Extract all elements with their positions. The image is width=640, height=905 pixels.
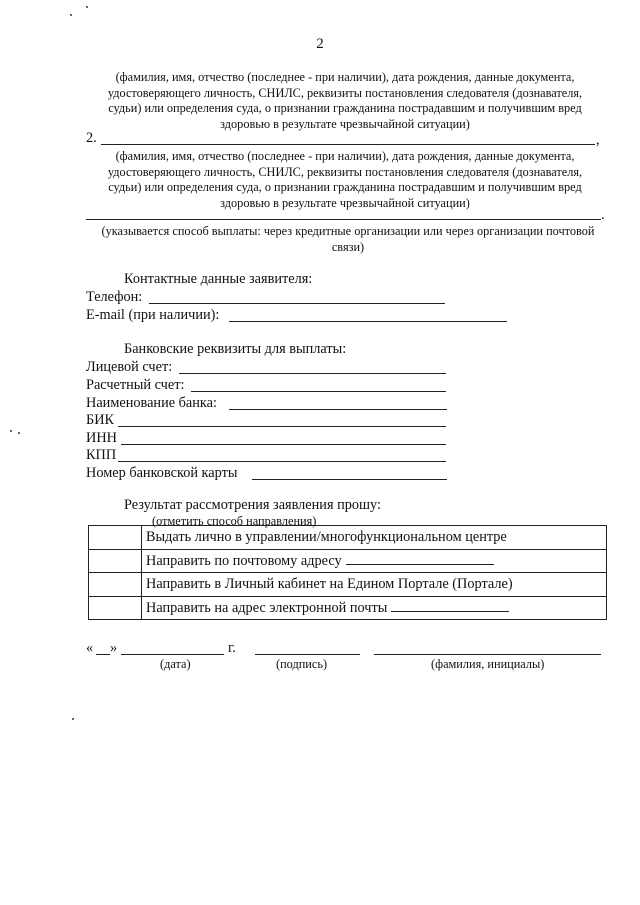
date-caption: (дата) — [160, 657, 191, 671]
option-label: Выдать лично в управлении/многофункциональном центре — [142, 526, 607, 550]
scan-speck — [70, 14, 72, 16]
applicant-2-field[interactable] — [101, 144, 595, 145]
result-heading: Результат рассмотрения заявления прошу: — [124, 497, 381, 513]
scan-speck — [10, 430, 12, 432]
date-field[interactable] — [121, 654, 224, 655]
option-checkbox[interactable] — [89, 526, 142, 550]
bank-field-label: ИНН — [86, 430, 117, 446]
applicant-2-caption — [80, 149, 610, 211]
delivery-option-row — [89, 596, 607, 620]
delivery-option-row — [89, 526, 607, 550]
option-checkbox[interactable] — [89, 549, 142, 573]
caption-line: судьи) или определения суда, о признании гражданина пострадавшим и получившим вред — [108, 101, 582, 116]
option-label: Направить на адрес электронной почты — [146, 599, 388, 616]
scan-speck — [86, 6, 88, 8]
bank-heading: Банковские реквизиты для выплаты: — [124, 341, 347, 357]
delivery-option-row — [89, 549, 607, 573]
bank-field-label: Наименование банка: — [86, 395, 217, 411]
caption-line: удостоверяющего личность, СНИЛС, реквизиты постановления следователя (дознавателя, — [107, 164, 583, 179]
personal-account-field[interactable] — [179, 373, 446, 374]
option-checkbox[interactable] — [89, 573, 142, 597]
bank-field-label: Расчетный счет: — [86, 377, 185, 393]
applicant-2-comma: , — [596, 132, 600, 148]
email-address-field[interactable] — [391, 599, 509, 612]
caption-line: удостоверяющего личность, СНИЛС, реквизиты постановления следователя (дознавателя, — [107, 85, 583, 100]
delivery-options-table — [88, 525, 607, 620]
option-label: Направить по почтовому адресу — [146, 552, 342, 569]
payment-method-period: . — [601, 207, 605, 223]
caption-line: (фамилия, имя, отчество (последнее - при наличии), дата рождения, данные документа, — [115, 149, 575, 163]
applicant-2-number: 2. — [86, 130, 97, 146]
bank-field-label: Номер банковской карты — [86, 465, 238, 481]
date-close-quote: » — [110, 640, 118, 656]
bank-field-label: Лицевой счет: — [86, 359, 173, 375]
caption-line: здоровью в результате чрезвычайной ситуации) — [220, 116, 470, 131]
caption-line: (фамилия, имя, отчество (последнее - при наличии), дата рождения, данные документа, — [115, 70, 575, 84]
scan-speck — [72, 718, 74, 720]
full-name-field[interactable] — [374, 654, 601, 655]
email-field[interactable] — [229, 321, 507, 322]
settlement-account-field[interactable] — [191, 391, 446, 392]
option-label: Направить в Личный кабинет на Едином Портале (Портале) — [142, 573, 607, 597]
card-number-field[interactable] — [252, 479, 447, 480]
caption-line: судьи) или определения суда, о признании гражданина пострадавшим и получившим вред — [108, 180, 582, 195]
full-name-caption: (фамилия, инициалы) — [431, 657, 545, 671]
bank-field-label: БИК — [86, 412, 115, 428]
bank-name-field[interactable] — [229, 409, 447, 410]
inn-field[interactable] — [121, 444, 446, 445]
caption-line: здоровью в результате чрезвычайной ситуации) — [220, 195, 470, 210]
kpp-field[interactable] — [118, 461, 446, 462]
result-subheading: (отметить способ направления) — [152, 514, 317, 528]
scan-speck — [18, 432, 20, 434]
phone-label: Телефон: — [86, 289, 143, 305]
signature-caption: (подпись) — [276, 657, 328, 671]
day-field[interactable] — [96, 654, 110, 655]
option-cell — [142, 549, 607, 573]
applicant-1-caption — [80, 70, 610, 132]
contacts-heading: Контактные данные заявителя: — [124, 271, 313, 287]
email-label: E-mail (при наличии): — [86, 307, 220, 323]
page-number: 2 — [316, 36, 324, 52]
payment-method-field[interactable] — [86, 219, 601, 220]
payment-method-caption — [76, 224, 620, 255]
bik-field[interactable] — [118, 426, 446, 427]
delivery-option-row — [89, 573, 607, 597]
bank-field-label: КПП — [86, 447, 117, 463]
year-suffix: г. — [228, 640, 236, 656]
caption-line: связи) — [331, 239, 365, 254]
signature-field[interactable] — [255, 654, 360, 655]
date-open-quote: « — [86, 640, 94, 656]
option-cell — [142, 596, 607, 620]
option-checkbox[interactable] — [89, 596, 142, 620]
caption-line: (указывается способ выплаты: через кредитные организации или через организации почтовой — [101, 224, 595, 238]
postal-address-field[interactable] — [346, 552, 494, 565]
phone-field[interactable] — [149, 303, 445, 304]
